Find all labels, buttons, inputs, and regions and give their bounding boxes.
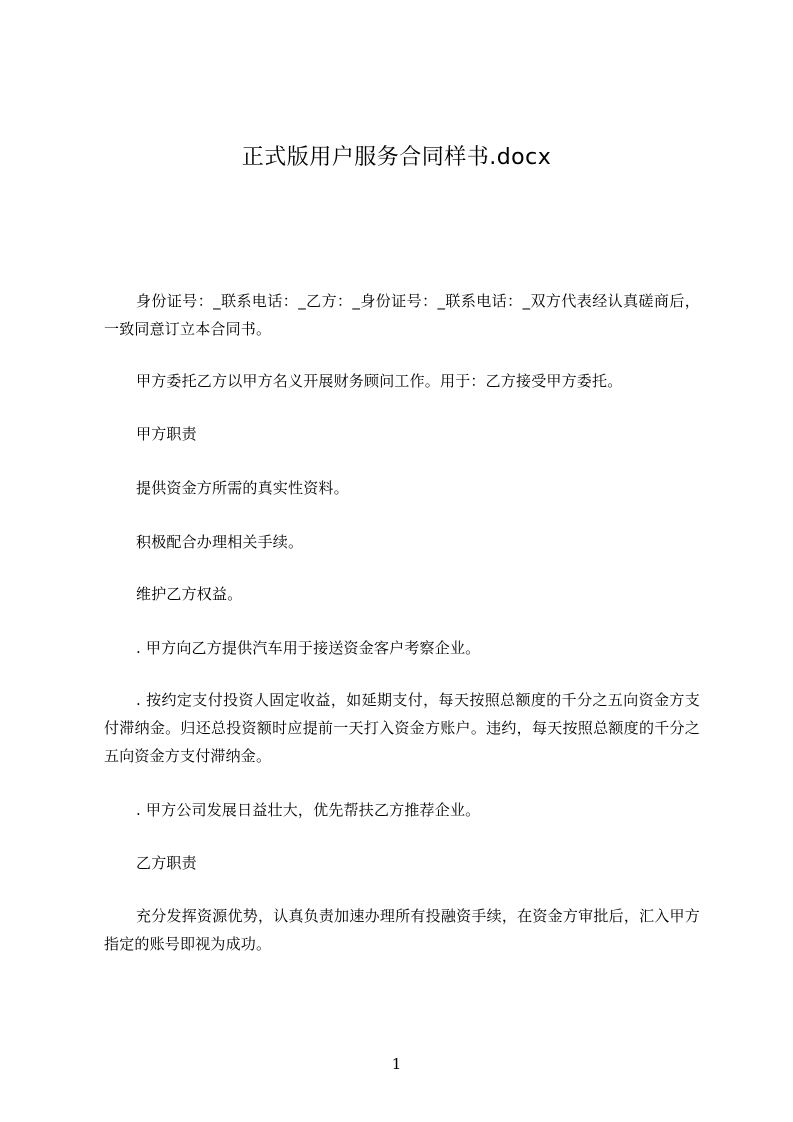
document-title: 正式版用户服务合同样书.docx: [241, 145, 552, 170]
paragraph-entrustment: 甲方委托乙方以甲方名义开展财务顾问工作。用于：乙方接受甲方委托。: [136, 372, 623, 390]
paragraph-party-a-duty-6: . 甲方公司发展日益壮大，优先帮扶乙方推荐企业。: [136, 801, 481, 819]
section-heading-party-a: 甲方职责: [136, 425, 197, 443]
page-number: 1: [391, 1055, 402, 1073]
paragraph-party-a-duty-3: 维护乙方权益。: [136, 585, 243, 603]
paragraph-party-a-duty-4: . 甲方向乙方提供汽车用于接送资金客户考察企业。: [136, 639, 481, 657]
paragraph-party-a-duty-2: 积极配合办理相关手续。: [136, 533, 304, 551]
section-heading-party-b: 乙方职责: [136, 854, 197, 872]
paragraph-intro: 身份证号：_联系电话：_乙方：_身份证号：_联系电话：_双方代表经认真磋商后，一致同意订立本合同书。: [104, 292, 700, 338]
paragraph-party-b-duty-1: 充分发挥资源优势，认真负责加速办理所有投融资手续，在资金方审批后，汇入甲方指定的账号即视为成功。: [104, 907, 700, 953]
paragraph-party-a-duty-5: . 按约定支付投资人固定收益，如延期支付，每天按照总额度的千分之五向资金方支付滞纳金。归还总投资额时应提前一天打入资金方账户。违约，每天按照总额度的千分之五向资金方支付滞纳金。: [104, 691, 700, 765]
paragraph-party-a-duty-1: 提供资金方所需的真实性资料。: [136, 479, 349, 497]
